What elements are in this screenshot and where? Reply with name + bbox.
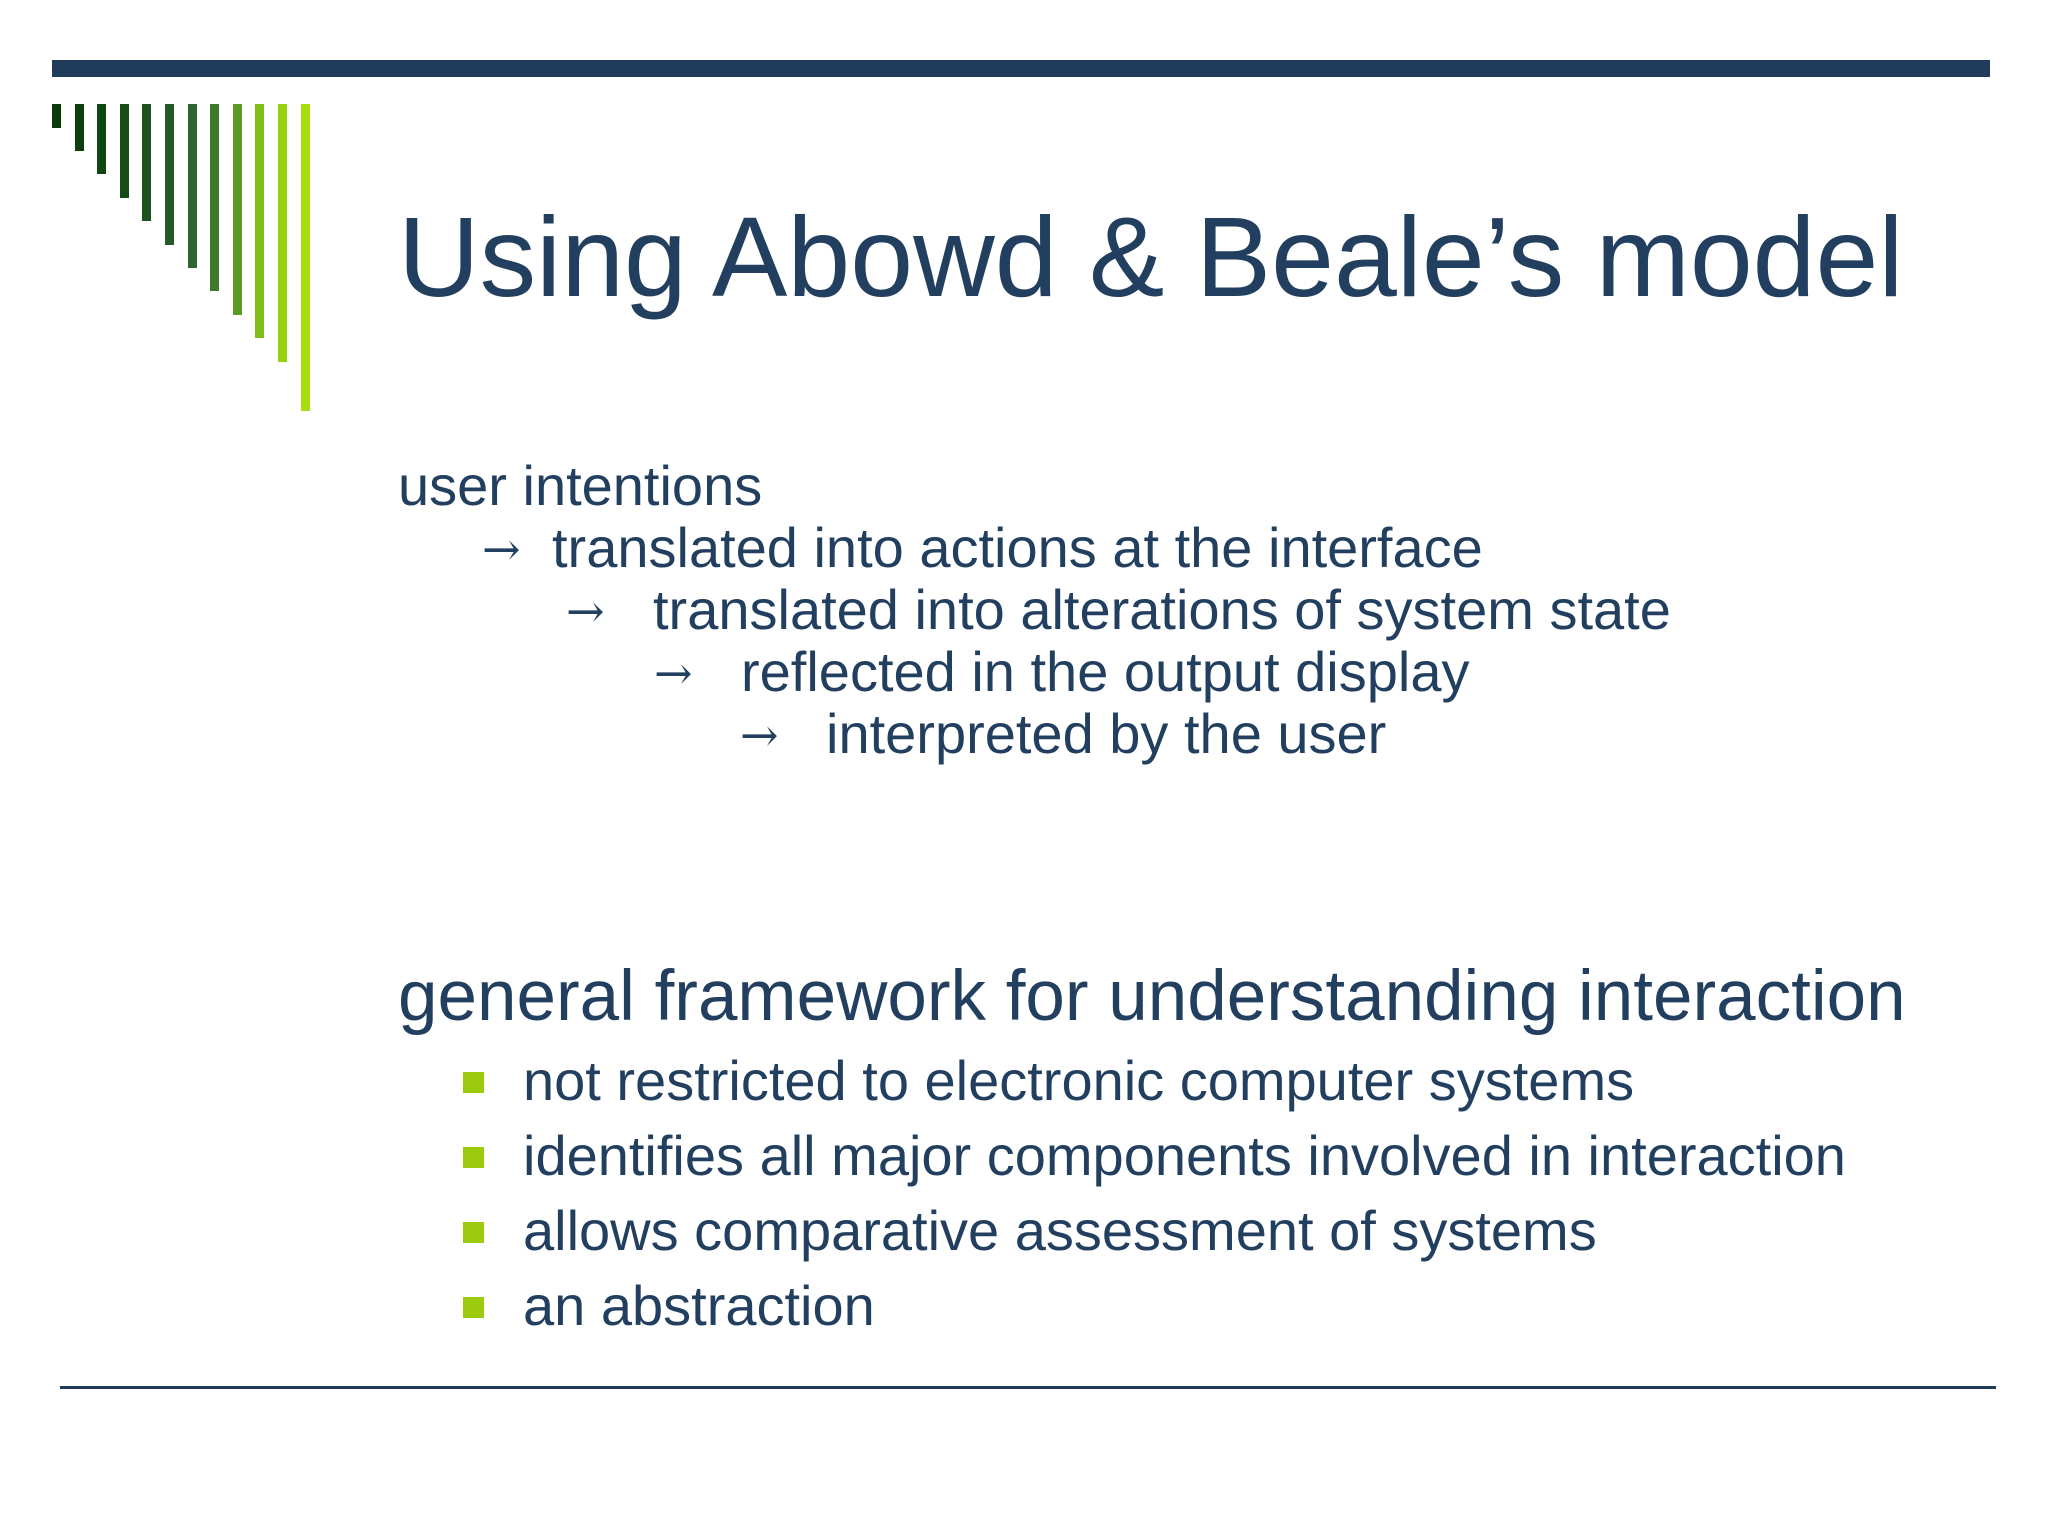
stripe: [75, 104, 84, 151]
stripe: [301, 104, 310, 411]
right-arrow-icon: →: [482, 522, 521, 576]
list-item-text: not restricted to electronic computer systems: [523, 1049, 1635, 1112]
right-arrow-icon: →: [740, 708, 779, 762]
flow-step: [740, 703, 1386, 766]
flow-step-text: reflected in the output display: [741, 640, 1470, 703]
square-bullet-icon: [463, 1147, 484, 1168]
stripe: [255, 104, 264, 338]
top-rule: [52, 60, 1990, 77]
stripe: [278, 104, 287, 362]
square-bullet-icon: [463, 1072, 484, 1093]
stripe: [188, 104, 197, 268]
stripe: [233, 104, 242, 315]
flow-step: [482, 517, 1483, 580]
flow-step-text: interpreted by the user: [826, 702, 1387, 765]
flow-start: [398, 455, 762, 517]
stripe: [120, 104, 129, 198]
flow-step-text: translated into actions at the interface: [552, 516, 1483, 579]
square-bullet-icon: [463, 1222, 484, 1243]
flow-step-text: translated into alterations of system state: [653, 578, 1671, 641]
list-item-text: identifies all major components involved in interaction: [523, 1124, 1846, 1187]
framework-heading: general framework for understanding interaction: [398, 957, 1906, 1036]
decorative-stripes: [0, 0, 340, 420]
slide-title: Using Abowd & Beale’s model: [398, 194, 1904, 320]
flow-step: [654, 641, 1469, 704]
square-bullet-icon: [463, 1297, 484, 1318]
right-arrow-icon: →: [566, 584, 605, 638]
flow-step: [566, 579, 1671, 642]
stripe: [210, 104, 219, 291]
stripe: [165, 104, 174, 245]
list-item-text: allows comparative assessment of systems: [523, 1199, 1597, 1262]
stripe: [97, 104, 106, 174]
bottom-rule: [60, 1386, 1996, 1389]
flow-start-text: user intentions: [398, 454, 763, 517]
stripe: [142, 104, 151, 221]
right-arrow-icon: →: [654, 646, 693, 700]
list-item-text: an abstraction: [523, 1274, 875, 1337]
stripe: [52, 104, 61, 128]
